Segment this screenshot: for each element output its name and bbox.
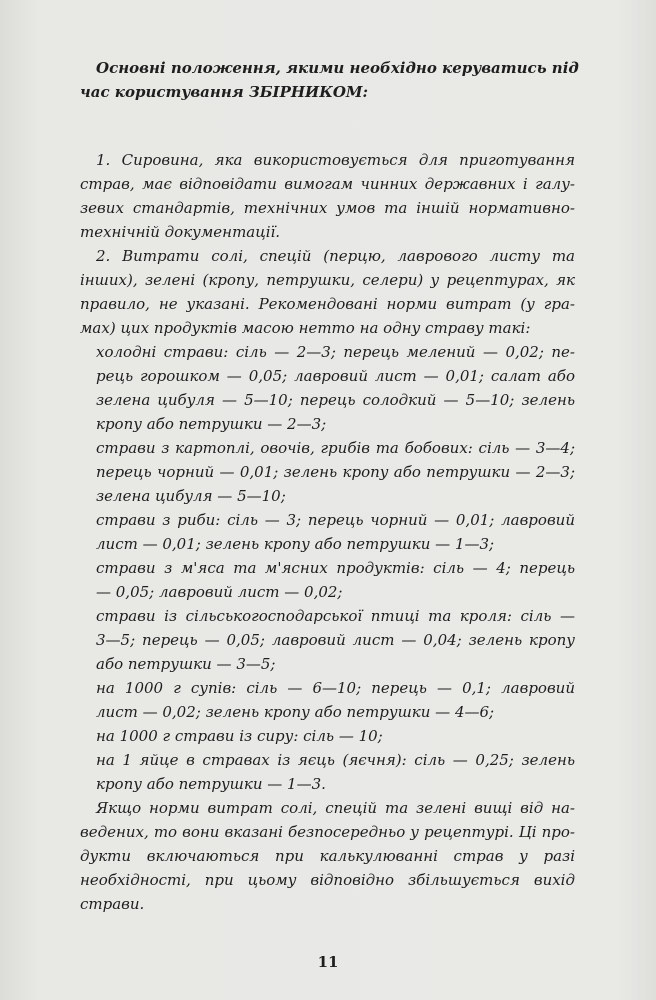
text-line: лист — 0,02; зелень кропу або петрушки — 4—6; xyxy=(96,703,495,721)
text-line: або петрушки — 3—5; xyxy=(96,655,276,673)
text-line: інших), зелені (кропу, петрушки, селери) у рецептурах, як xyxy=(80,271,575,289)
intro-line: час користування ЗБІРНИКОМ: xyxy=(80,83,369,101)
paragraph xyxy=(80,796,575,916)
paragraph xyxy=(80,148,575,244)
text-line: 2. Витрати солі, спецій (перцю, лаврового листу та xyxy=(96,247,575,265)
body-text xyxy=(80,148,575,916)
norms-list-item xyxy=(80,436,575,508)
text-line: ведених, то вони вказані безпосередньо у рецептурі. Ці про- xyxy=(80,823,575,841)
text-line: перець чорний — 0,01; зелень кропу або петрушки — 2—3; xyxy=(96,463,575,481)
text-line: — 0,05; лавровий лист — 0,02; xyxy=(96,583,343,601)
norms-list-item xyxy=(80,508,575,556)
paragraph xyxy=(80,244,575,340)
norms-list-item xyxy=(80,748,575,796)
text-line: необхідності, при цьому відповідно збільшується вихід xyxy=(80,871,575,889)
text-line: дукти включаються при калькулюванні страв у разі xyxy=(80,847,575,865)
intro-heading xyxy=(80,56,579,104)
text-line: мах) цих продуктів масою нетто на одну страву такі: xyxy=(80,319,531,337)
norms-list-item xyxy=(80,676,575,724)
norms-list-item xyxy=(80,724,575,748)
text-line: страви з м'яса та м'ясних продуктів: сіль — 4; перець xyxy=(96,559,575,577)
text-line: технічній документації. xyxy=(80,223,281,241)
page-number: 11 xyxy=(317,953,339,971)
text-line: зелена цибуля — 5—10; перець солодкий — 5—10; зелень xyxy=(96,391,575,409)
text-line: Якщо норми витрат солі, спецій та зелені вищі від на- xyxy=(96,799,575,817)
norms-list-item xyxy=(80,340,575,436)
text-line: страви з риби: сіль — 3; перець чорний — 0,01; лавровий xyxy=(96,511,575,529)
text-line: зелена цибуля — 5—10; xyxy=(96,487,286,505)
norms-list-item xyxy=(80,604,575,676)
text-line: страв, має відповідати вимогам чинних державних і галу- xyxy=(80,175,575,193)
text-line: страви. xyxy=(80,895,145,913)
text-line: холодні страви: сіль — 2—3; перець мелений — 0,02; пе- xyxy=(96,343,575,361)
text-line: на 1 яйце в стравах із яєць (яєчня): сіль — 0,25; зелень xyxy=(96,751,575,769)
text-line: рець горошком — 0,05; лавровий лист — 0,01; салат або xyxy=(96,367,575,385)
norms-list-item xyxy=(80,556,575,604)
text-line: кропу або петрушки — 1—3. xyxy=(96,775,326,793)
text-line: на 1000 г супів: сіль — 6—10; перець — 0,1; лавровий xyxy=(96,679,575,697)
text-line: 3—5; перець — 0,05; лавровий лист — 0,04; зелень кропу xyxy=(96,631,575,649)
text-line: страви з картоплі, овочів, грибів та бобових: сіль — 3—4; xyxy=(96,439,575,457)
text-line: на 1000 г страви із сиру: сіль — 10; xyxy=(96,727,383,745)
intro-line: Основні положення, якими необхідно керуватись під xyxy=(96,59,579,77)
text-line: правило, не указані. Рекомендовані норми витрат (у гра- xyxy=(80,295,575,313)
text-line: кропу або петрушки — 2—3; xyxy=(96,415,327,433)
text-line: 1. Сировина, яка використовується для приготування xyxy=(96,151,575,169)
text-line: страви із сільськогосподарської птиці та кроля: сіль — xyxy=(96,607,575,625)
text-line: зевих стандартів, технічних умов та іншій нормативно- xyxy=(80,199,575,217)
text-line: лист — 0,01; зелень кропу або петрушки — 1—3; xyxy=(96,535,495,553)
